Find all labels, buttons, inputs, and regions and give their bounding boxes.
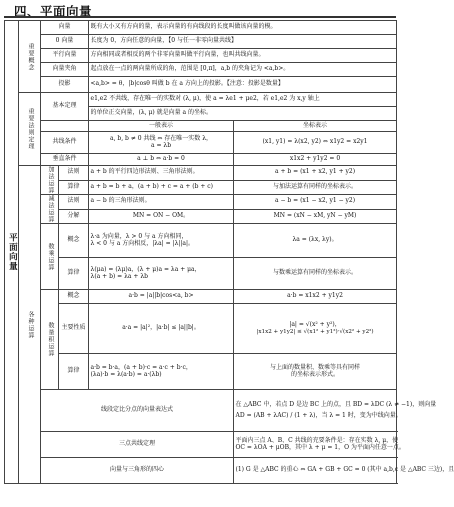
column-header-coord: 坐标表示: [234, 121, 397, 132]
concept-name: 投影: [41, 77, 89, 93]
triangle-centers-name: 向量与三角形的四心: [41, 458, 234, 484]
concept-text: 长度为 0，方向任意的向量，【0 与任一非零向量共线】: [89, 35, 397, 49]
collinear-condition-name: 共线条件: [41, 132, 89, 154]
dot-concept-general: a·b = |a||b|cos<a, b>: [89, 290, 234, 304]
addition-calc-general: a + b = b + a，(a + b) + c = a + (b + c): [89, 180, 234, 195]
ratio-point-name: 线段定比分点的向量表达式: [41, 390, 234, 432]
dot-product-label: 数量积运算: [41, 290, 59, 390]
perpendicular-condition-name: 垂直条件: [41, 154, 89, 166]
scalar-calc-line: λ(a + b) = λa + λb: [90, 272, 148, 280]
triangle-centers-text: (1) G 是 △ABC 的重心 ⇔ GA + GB + GC = 0 (其中 a,b,c 是 △ABC 三边)，且: [234, 458, 397, 484]
subtraction-label: 减法运算: [41, 195, 59, 224]
dot-props-coord-line: |a| = √(x² + y²)，: [289, 320, 341, 328]
dot-props-coord: [234, 304, 397, 354]
table-row: [5, 35, 397, 49]
scalar-label: 数乘运算: [41, 224, 59, 290]
concept-name: 向量: [41, 21, 89, 35]
dot-calc-line: (λa)·b = λ(a·b) = a·(λb): [90, 370, 162, 378]
table-row: [5, 195, 397, 210]
title-divider: [4, 16, 396, 18]
subtraction-law-coord: a − b = (x1 − x2, y1 − y2): [234, 195, 397, 210]
table-row: [5, 49, 397, 63]
scalar-concept-label: 概念: [59, 224, 89, 258]
three-points-line: 平面内三点 A、B、C 共线的充要条件是：存在实数 λ, μ，使: [235, 436, 399, 444]
addition-calc-label: 算律: [59, 180, 89, 195]
perpendicular-general: a ⊥ b ⇔ a·b = 0: [89, 154, 234, 166]
header-spacer: [41, 121, 89, 132]
table-row: [5, 21, 397, 35]
ratio-point-line: AD = (AB + λAC) / (1 + λ)，当 λ = 1 时，变为中线向量。: [235, 411, 402, 419]
concept-name: 向量夹角: [41, 63, 89, 77]
subtraction-law-general: a − b 的三角形法则。: [89, 195, 234, 210]
dot-props-coord-line: |x1x2 + y1y2| ≤ √(x1² + y1²)·√(x2² + y2²): [256, 328, 374, 335]
theorems-group-label: 重要法则定理: [19, 93, 41, 166]
table-row: [5, 63, 397, 77]
table-row: [5, 121, 397, 132]
dot-calc-coord-line: 与上面的数量积、数乘等具有同样: [270, 363, 361, 371]
dot-calc-general: [89, 354, 234, 390]
scalar-calc-line: λ(μa) = (λμ)a，(λ + μ)a = λa + μa，: [90, 265, 201, 273]
dot-concept-label: 概念: [59, 290, 89, 304]
page-title: 四、平面向量: [14, 4, 93, 19]
scalar-concept-line: λ < 0 与 a 方向相反，|λa| = |λ||a|。: [90, 239, 195, 247]
scalar-concept-general: [89, 224, 234, 258]
collinear-general: [89, 132, 234, 154]
dot-calc-coord-line: 的坐标表示形式。: [291, 370, 340, 378]
table-row: [5, 304, 397, 354]
table-row: [5, 390, 397, 432]
addition-label: 加法运算: [41, 166, 59, 195]
addition-law-label: 法则: [59, 166, 89, 181]
basic-theorem-line: 的单位正交向量，(λ, μ) 就是向量 a 的坐标。: [89, 107, 397, 121]
concepts-group-label: 重要概念: [19, 21, 41, 93]
table-row: [5, 290, 397, 304]
dot-calc-line: a·b = b·a，(a + b)·c = a·c + b·c，: [90, 363, 192, 371]
three-points-line: OC = λOA + μOB，其中 λ + μ = 1，O 为平面内任意一点。: [235, 443, 405, 451]
subtraction-split-coord: MN = (xN − xM, yN − yM): [234, 209, 397, 224]
scalar-concept-line: λ·a 为向量，λ > 0 与 a 方向相同，: [90, 232, 188, 240]
scalar-calc-general: [89, 258, 234, 290]
dot-calc-label: 算律: [59, 354, 89, 390]
dot-props-general: a·a = |a|²，|a·b| ≤ |a||b|。: [89, 304, 234, 354]
table-row: [5, 154, 397, 166]
scalar-calc-label: 算律: [59, 258, 89, 290]
ratio-point-text: [234, 390, 437, 432]
operations-group-label: 各种运算: [19, 166, 41, 484]
basic-theorem-line: e1,e2 不共线，存在唯一的实数对 (λ, μ)，使 a = λe1 + μe2，若 e1,e2 为 x,y 轴上: [89, 93, 397, 107]
concept-text: <a,b> = θ，|b|cosθ 叫做 b 在 a 方向上的投影。【注意：投影是数量】: [89, 77, 397, 93]
table-row: [5, 258, 397, 290]
collinear-coord: (x1, y1) = λ(x2, y2) ⇔ x1y2 = x2y1: [234, 132, 397, 154]
table-row: [5, 458, 397, 484]
vector-summary-table: [4, 20, 454, 484]
scalar-calc-coord: 与数乘运算有同样的坐标表示。: [234, 258, 397, 290]
concept-text: 既有大小又有方向的量，表示向量的有向线段的长度叫做该向量的模。: [89, 21, 397, 35]
table-row: [5, 166, 397, 181]
subtraction-law-label: 法则: [59, 195, 89, 210]
table-row: [5, 93, 397, 107]
dot-calc-coord: [234, 354, 397, 390]
table-row: [5, 209, 397, 224]
dot-concept-coord: a·b = x1x2 + y1y2: [234, 290, 397, 304]
collinear-general-line: a = λb: [150, 141, 172, 149]
addition-calc-coord: 与加法运算有同样的坐标表示。: [234, 180, 397, 195]
table-row: [5, 224, 397, 258]
three-points-name: 三点共线定理: [41, 432, 234, 458]
addition-law-general: a + b 的平行四边形法则、三角形法则。: [89, 166, 234, 181]
perpendicular-coord: x1x2 + y1y2 = 0: [234, 154, 397, 166]
main-category-label: 平面向量: [5, 21, 19, 484]
table-row: [5, 354, 397, 390]
concept-name: 平行向量: [41, 49, 89, 63]
subtraction-split-label: 分解: [59, 209, 89, 224]
scalar-concept-coord: λa = (λx, λy)。: [234, 224, 397, 258]
concept-text: 方向相同或者相反的两个非零向量叫做平行向量，也叫共线向量。: [89, 49, 397, 63]
table-row: [5, 432, 397, 458]
table-row: [5, 77, 397, 93]
basic-theorem-name: 基本定理: [41, 93, 89, 121]
collinear-general-line: a, b, b ≠ 0 共线 ⇔ 存在唯一实数 λ，: [110, 134, 213, 142]
table-row: [5, 132, 397, 154]
table-row: [5, 180, 397, 195]
column-header-general: 一般表示: [89, 121, 234, 132]
ratio-point-line: 在 △ABC 中，若点 D 是边 BC 上的点，且 BD = λDC (λ ≠ −1)，则向量: [235, 400, 437, 408]
concept-text: 起点放在一点的两向量所成的角，范围是 [0,π]，a,b 的夹角记为 <a,b>。: [89, 63, 397, 77]
addition-law-coord: a + b = (x1 + x2, y1 + y2): [234, 166, 397, 181]
three-points-text: [234, 432, 405, 458]
concept-name: 0 向量: [41, 35, 89, 49]
subtraction-split-general: MN = ON − OM。: [89, 209, 234, 224]
dot-props-label: 主要性质: [59, 304, 89, 354]
